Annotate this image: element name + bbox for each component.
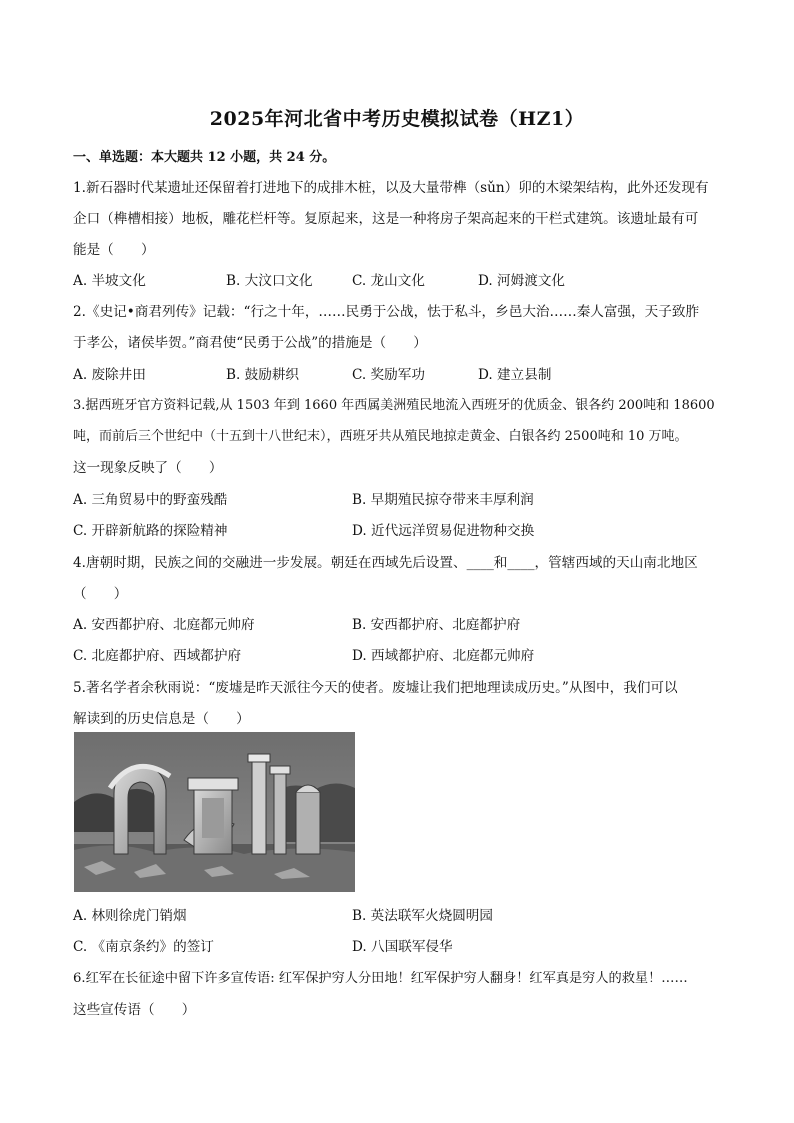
question-3-line-1: 3.据西班牙官方资料记载,从 1503 年到 1660 年西属美洲殖民地流入西班牙的优质金、银各约 200吨和 18600	[73, 398, 715, 413]
question-4-option-b[interactable]: B. 安西都护府、北庭都护府	[352, 617, 521, 633]
question-5-line-2: 解读到的历史信息是（ ）	[73, 711, 250, 727]
question-3-line-3: 这一现象反映了（ ）	[73, 460, 223, 476]
question-2-line-1: 2.《史记•商君列传》记载：“行之十年，……民勇于公战，怯于私斗，乡邑大治……秦人富强，天子致胙	[73, 304, 700, 320]
question-5-option-a[interactable]: A. 林则徐虎门销烟	[73, 908, 187, 924]
question-2-option-a[interactable]: A. 废除井田	[73, 367, 146, 383]
question-3-option-c[interactable]: C. 开辟新航路的探险精神	[73, 523, 228, 539]
question-3-option-b[interactable]: B. 早期殖民掠夺带来丰厚利润	[352, 492, 534, 508]
question-1-option-a[interactable]: A. 半坡文化	[73, 273, 146, 289]
ruins-photo	[74, 732, 355, 892]
question-5-option-b[interactable]: B. 英法联军火烧圆明园	[352, 908, 493, 924]
question-6-line-2: 这些宣传语（ ）	[73, 1002, 196, 1018]
question-5-line-1: 5.著名学者余秋雨说：“废墟是昨天派往今天的使者。废墟让我们把地理读成历史。”从图中，我们可以	[73, 680, 678, 696]
question-1-line-3: 能是（ ）	[73, 242, 155, 258]
question-2-option-d[interactable]: D. 建立县制	[478, 367, 552, 383]
question-1-line-2: 企口（榫槽相接）地板，雕花栏杆等。复原起来，这是一种将房子架高起来的干栏式建筑。该遗址最有可	[73, 211, 699, 227]
question-4-option-d[interactable]: D. 西域都护府、北庭都元帅府	[352, 648, 535, 664]
question-3-option-a[interactable]: A. 三角贸易中的野蛮残酷	[73, 492, 228, 508]
question-5-option-d[interactable]: D. 八国联军侵华	[352, 939, 453, 955]
question-1-option-b[interactable]: B. 大汶口文化	[226, 273, 313, 289]
question-3-line-2: 吨，而前后三个世纪中（十五到十八世纪末），西班牙共从殖民地掠走黄金、白银各约 2500吨和 10 万吨。	[73, 429, 688, 444]
question-4-line-1: 4.唐朝时期，民族之间的交融进一步发展。朝廷在西域先后设置、____和____，管辖西域的天山南北地区	[73, 555, 698, 571]
question-4-line-2: （ ）	[73, 586, 128, 602]
question-1-option-d[interactable]: D. 河姆渡文化	[478, 273, 566, 289]
question-1-line-1: 1.新石器时代某遗址还保留着打进地下的成排木桩，以及大量带榫（sǔn）卯的木梁架结构，此外还发现有	[73, 180, 709, 196]
question-2-option-b[interactable]: B. 鼓励耕织	[226, 367, 300, 383]
question-2-option-c[interactable]: C. 奖励军功	[352, 367, 425, 383]
question-3-option-d[interactable]: D. 近代远洋贸易促进物种交换	[352, 523, 535, 539]
exam-title: 2025年河北省中考历史模拟试卷（HZ1）	[209, 108, 585, 130]
question-6-line-1: 6.红军在长征途中留下许多宣传语: 红军保护穷人分田地！红军保护穷人翻身！红军真是穷人的救星！……	[73, 971, 688, 986]
question-4-option-c[interactable]: C. 北庭都护府、西域都护府	[73, 648, 242, 664]
question-1-option-c[interactable]: C. 龙山文化	[352, 273, 425, 289]
question-4-option-a[interactable]: A. 安西都护府、北庭都元帅府	[73, 617, 255, 633]
question-2-line-2: 于孝公，诸侯毕贺。”商君使“民勇于公战”的措施是（ ）	[73, 335, 427, 351]
question-5-option-c[interactable]: C. 《南京条约》的签订	[73, 939, 214, 955]
section-heading: 一、单选题：本大题共 12 小题，共 24 分。	[73, 150, 336, 165]
